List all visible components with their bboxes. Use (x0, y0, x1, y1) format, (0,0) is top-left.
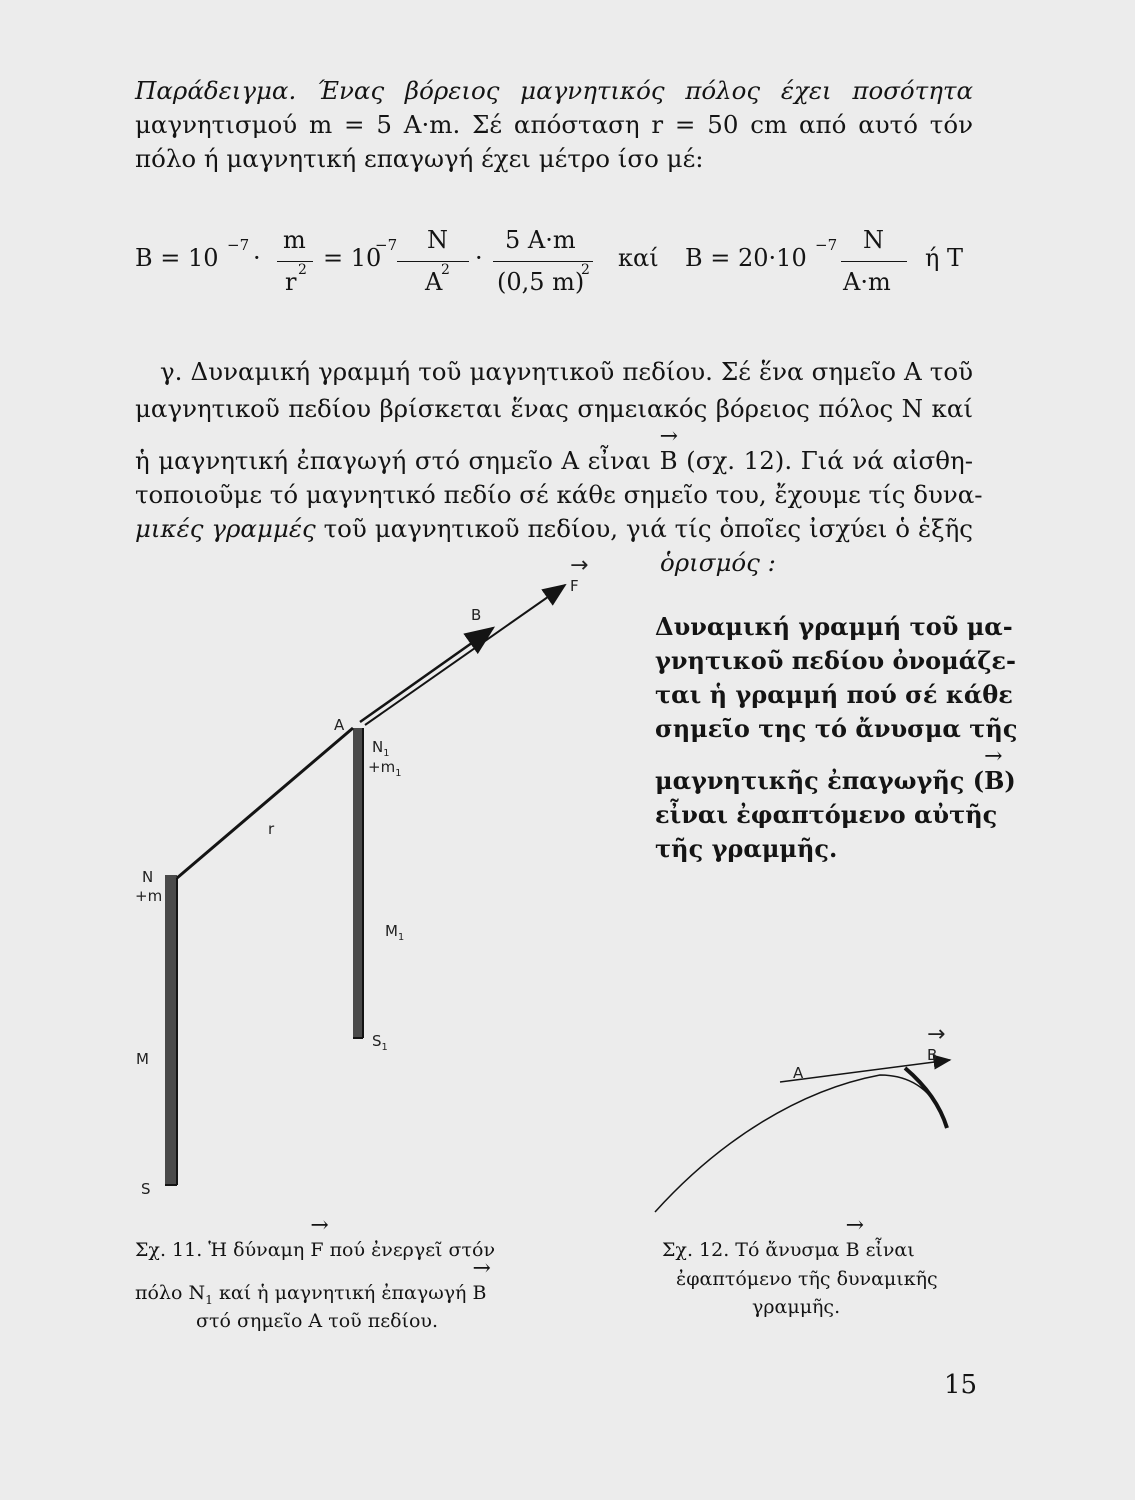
eq-distance-square: 2 (581, 262, 590, 278)
eq-kai: καί (618, 244, 659, 272)
fig11-label-r: r (268, 820, 275, 838)
eq-dot-2: · (475, 244, 483, 272)
fig12-caption-line-2: ἐφαπτόμενο τῆς δυναμικῆς (676, 1268, 938, 1290)
example-line-2: μαγνητισμού m = 5 A·m. Σέ απόσταση r = 50 cm από αυτό τόν (135, 110, 973, 139)
fig12-label-a: A (793, 1064, 804, 1082)
fig12-caption-line-3: γραμμῆς. (752, 1296, 841, 1318)
fig12-label-b: → B (927, 1046, 937, 1064)
eq-equals-2: = 10 (323, 244, 382, 272)
eq-am-unit: A·m (843, 268, 891, 296)
example-line-1: Παράδειγμα. Ένας βόρειος μαγνητικός πόλος έχει ποσότητα (135, 76, 973, 105)
fig11-label-n1: $N_1$ (372, 738, 390, 759)
section-line-2: μαγνητικοῦ πεδίου βρίσκεται ἕνας σημειακός βόρειος πόλος N καί (135, 394, 973, 423)
eq-b-result: B = 20·10 (685, 244, 807, 272)
eq-distance-denominator: (0,5 m) (497, 268, 585, 296)
page-number: 15 (944, 1370, 978, 1400)
fig11-label-s: S (141, 1180, 151, 1198)
eq-b-equals: B = 10 (135, 244, 219, 272)
fig11-label-s1: $S_1$ (372, 1032, 388, 1053)
definition-line-1: Δυναμική γραμμή τοῦ μα- (655, 612, 1013, 641)
eq-a-square: 2 (441, 262, 450, 278)
definition-line-5: μαγνητικῆς ἐπαγωγῆς (→ B) (655, 766, 980, 796)
fig11-label-n: N (142, 868, 154, 886)
eq-dot: · (253, 244, 261, 272)
vector-b-definition: → B (984, 766, 1004, 796)
fig11-label-m1-mid: $M_1$ (385, 922, 405, 943)
eq-a-denominator: A (425, 268, 443, 296)
fig11-caption-line-2: πόλο $N_1$ καί ἡ μαγνητική ἐπαγωγή → B (135, 1281, 486, 1312)
eq-exponent-2: −7 (375, 236, 398, 254)
vector-b-inline: → B (660, 446, 678, 476)
fig11-label-b: B (471, 606, 482, 624)
fig11-caption-line-1: Σχ. 11. Ἡ δύναμη → F πού ἐνεργεῖ στόν (135, 1238, 495, 1262)
definition-line-4: σημεῖο της τό ἄνυσμα τῆς (655, 714, 1018, 743)
section-line-5: μικές γραμμές τοῦ μαγνητικοῦ πεδίου, γιά τίς ὁποῖες ἰσχύει ὁ ἑξῆς (135, 514, 973, 543)
eq-exponent-3: −7 (815, 236, 838, 254)
definition-line-2: γνητικοῦ πεδίου ὀνομάζε- (655, 646, 1016, 675)
fig11-label-a: A (334, 716, 345, 734)
section-line-3: ἡ μαγνητική ἐπαγωγή στό σημεῖο A εἶναι → B (σχ. 12). Γιά νά αἰσθη- (135, 446, 973, 476)
fig11-label-m: +m (135, 887, 163, 905)
fig11-label-m1: $+m_1$ (368, 758, 402, 779)
definition-line-6: εἶναι ἐφαπτόμενο αὐτῆς (655, 800, 998, 829)
eq-or-tesla: ή T (925, 244, 964, 272)
example-line-3: πόλο ή μαγνητική επαγωγή έχει μέτρο ίσο μέ: (135, 144, 704, 173)
eq-r-square: 2 (298, 262, 307, 278)
section-line-6: ὁρισμός : (660, 548, 776, 577)
fig11-caption-line-3: στό σημεῖο A τοῦ πεδίου. (196, 1310, 438, 1332)
eq-r-denominator: r (285, 268, 297, 296)
fig12-caption-line-1: Σχ. 12. Τό ἄνυσμα → B εἶναι (662, 1238, 915, 1262)
eq-n-unit: N (863, 226, 884, 254)
field-line-curve (655, 1075, 945, 1212)
fig11-label-f: → F (570, 577, 579, 595)
definition-line-7: τῆς γραμμῆς. (655, 834, 838, 863)
eq-m-numerator: m (283, 226, 306, 254)
section-line-4: τοποιοῦμε τό μαγνητικό πεδίο σέ κάθε σημεῖο του, ἔχουμε τίς δυνα- (135, 480, 983, 509)
definition-line-3: ται ἡ γραμμή πού σέ κάθε (655, 680, 1013, 709)
fig11-label-m-mid: M (136, 1050, 149, 1068)
eq-5am-numerator: 5 A·m (505, 226, 576, 254)
section-line-1: γ. Δυναμική γραμμή τοῦ μαγνητικοῦ πεδίου. Σέ ἕνα σημεῖο A τοῦ (160, 357, 973, 386)
eq-exponent-1: −7 (227, 236, 250, 254)
eq-n-numerator: N (427, 226, 448, 254)
